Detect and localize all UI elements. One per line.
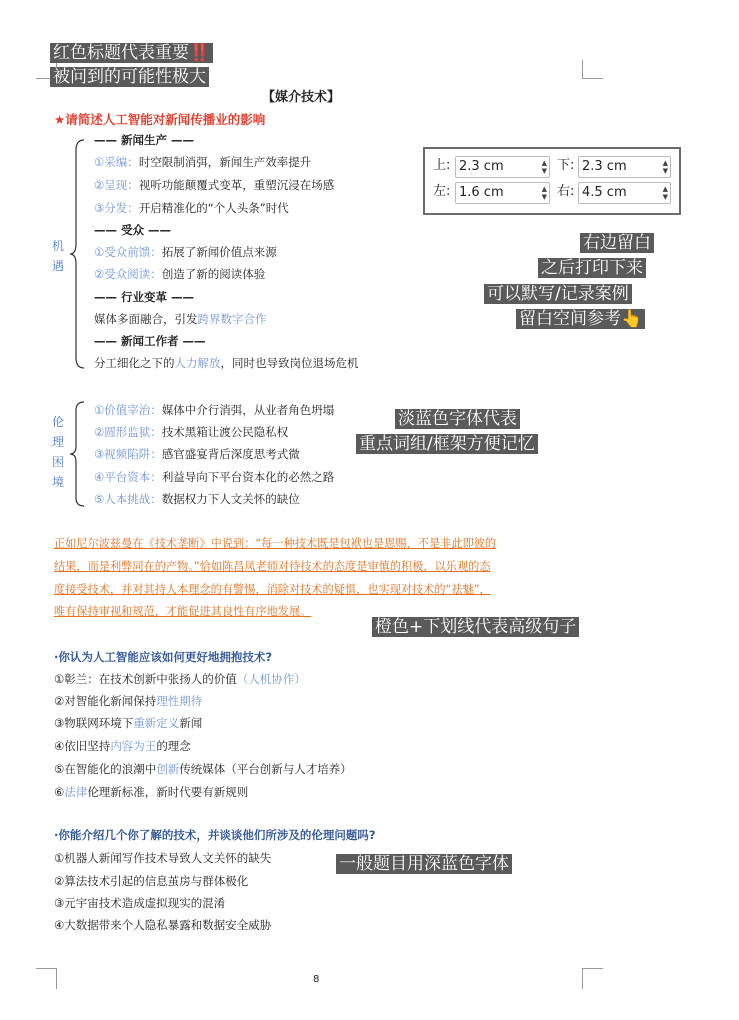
- list-item: ④依旧坚持内容为王的理念: [54, 739, 191, 753]
- ethics-label: 伦理困境: [52, 415, 65, 489]
- spinner-icon[interactable]: ▲ ▼: [541, 185, 547, 201]
- margin-settings-panel: [423, 147, 681, 215]
- page-number: 8: [313, 974, 320, 985]
- section-title: 【媒介技术】: [262, 90, 341, 105]
- list-item: ①机器人新闻写作技术导致人文关怀的缺失: [54, 851, 272, 865]
- annotation-light-blue-1: 淡蓝色字体代表: [395, 409, 520, 429]
- top-margin-label: 上:: [433, 158, 451, 173]
- list-item: ④大数据带来个人隐私暴露和数据安全威胁: [54, 918, 272, 932]
- spinner-icon[interactable]: ▲ ▼: [662, 159, 668, 175]
- annotation-navy-note: 一般题目用深蓝色字体: [336, 854, 512, 874]
- list-item: ②对智能化新闻保持理性期待: [54, 694, 203, 708]
- opportunity-label: 机遇: [52, 239, 65, 273]
- list-item: ③分发：开启精准化的“个人头条”时代: [94, 201, 289, 215]
- annotation-red-title-2: 被问到的可能性极大: [50, 67, 209, 87]
- list-item: ①彰兰：在技术创新中张扬人的价值（人机协作）: [54, 672, 306, 686]
- crop-mark-bottom-right: [582, 968, 603, 989]
- annotation-orange-note: 橙色+下划线代表高级句子: [372, 617, 579, 637]
- annotation-right-margin-1: 右边留白: [580, 233, 654, 253]
- question-2: ·你认为人工智能应该如何更好地拥抱技术?: [54, 650, 273, 664]
- quote-line: 正如尼尔波兹曼在《技术垄断》中说到：“每一种技术既是包袱也是恩赐，不是非此即彼的: [54, 537, 497, 550]
- question-3: ·你能介绍几个你了解的技术，并谈谈他们所涉及的伦理问题吗?: [54, 828, 376, 842]
- quote-line: 度接受技术，并对其持人本理念的有警惕，消除对技术的疑惧，也实现对技术的“祛魅”，: [54, 583, 491, 596]
- list-item: ⑤在智能化的浪潮中创新传统媒体（平台创新与人才培养）: [54, 762, 352, 776]
- list-item: ③元宇宙技术造成虚拟现实的混淆: [54, 896, 226, 910]
- annotation-right-margin-3: 可以默写/记录案例: [484, 284, 632, 304]
- list-item: ③物联网环境下重新定义新闻: [54, 716, 203, 730]
- list-item: ②受众阅读：创造了新的阅读体验: [94, 267, 266, 281]
- list-item: ①采编：时空限制消弭，新闻生产效率提升: [94, 155, 312, 169]
- crop-mark-bottom-left: [36, 968, 57, 989]
- list-item: ②呈现：视听功能颠覆式变革，重塑沉浸在场感: [94, 178, 335, 192]
- list-item: ⑥法律伦理新标准，新时代要有新规则: [54, 785, 249, 799]
- double-exclamation-icon: ‼️: [189, 43, 211, 63]
- annotation-red-title-1: 红色标题代表重要‼️: [50, 43, 213, 63]
- audience-heading: —— 受众 ——: [94, 223, 172, 237]
- crop-mark-top-right: [582, 60, 603, 79]
- quote-line: 唯有保持审视和规范，才能促进其良性有序地发展。: [54, 605, 312, 618]
- list-item: ③视频陷阱：感官盛宴背后深度思考式微: [94, 447, 300, 461]
- bottom-margin-label: 下:: [557, 158, 575, 173]
- list-item: ①受众前馈：拓展了新闻价值点来源: [94, 245, 277, 259]
- spinner-icon[interactable]: ▲ ▼: [662, 185, 668, 201]
- spinner-icon[interactable]: ▲ ▼: [541, 159, 547, 175]
- list-item: ⑤人本挑战：数据权力下人文关怀的缺位: [94, 492, 300, 506]
- worker-text: 分工细化之下的人力解放，同时也导致岗位退场危机: [94, 356, 359, 370]
- ethics-brace: [68, 400, 88, 508]
- left-margin-input[interactable]: 1.6 cm ▲ ▼: [455, 182, 550, 204]
- pointing-up-icon: 👆: [621, 309, 643, 329]
- quote-line: 结果，而是利弊同在的产物。”恰如陈昌凤老师对待技术的态度是审慎的积极，以乐观的态: [54, 560, 491, 573]
- industry-heading: —— 行业变革 ——: [94, 290, 195, 304]
- worker-heading: —— 新闻工作者 ——: [94, 334, 206, 348]
- annotation-light-blue-2: 重点词组/框架方便记忆: [356, 434, 538, 454]
- list-item: ②算法技术引起的信息茧房与群体极化: [54, 874, 249, 888]
- list-item: ④平台资本：利益导向下平台资本化的必然之路: [94, 470, 335, 484]
- right-margin-input[interactable]: 4.5 cm ▲ ▼: [578, 182, 671, 204]
- top-margin-input[interactable]: 2.3 cm ▲ ▼: [455, 156, 550, 178]
- annotation-right-margin-2: 之后打印下来: [538, 258, 646, 278]
- list-item: ①价值宰治：媒体中介行消弭，从业者角色坍塌: [94, 403, 335, 417]
- opportunity-brace: [68, 138, 88, 370]
- question-1: ★请简述人工智能对新闻传播业的影响: [54, 112, 266, 127]
- left-margin-label: 左:: [433, 184, 451, 199]
- list-item: ②圆形监狱：技术黑箱让渡公民隐私权: [94, 425, 289, 439]
- right-margin-label: 右:: [557, 184, 575, 199]
- bottom-margin-input[interactable]: 2.3 cm ▲ ▼: [578, 156, 671, 178]
- industry-text: 媒体多面融合，引发跨界数字合作: [94, 312, 267, 326]
- annotation-right-margin-4: 留白空间参考👆: [516, 309, 645, 329]
- news-production-heading: —— 新闻生产 ——: [94, 133, 195, 147]
